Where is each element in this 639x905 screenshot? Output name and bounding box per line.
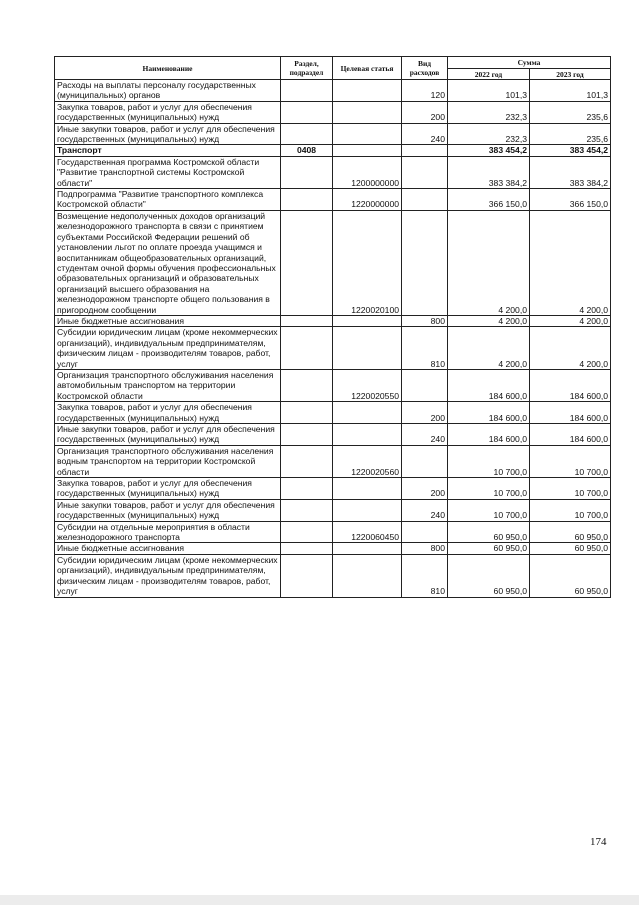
cell-name: Субсидии юридическим лицам (кроме некоммерческих организаций), индивидуальным предпринимателям, физическим лицам - производителям товаров, работ, услуг bbox=[55, 327, 281, 370]
cell-sum-2023: 383 454,2 bbox=[530, 145, 611, 156]
cell-section bbox=[281, 445, 333, 477]
cell-target: 1220020100 bbox=[333, 210, 402, 315]
cell-sum-2022: 10 700,0 bbox=[448, 499, 530, 521]
cell-expense-type bbox=[402, 445, 448, 477]
cell-target bbox=[333, 554, 402, 597]
cell-target: 1200000000 bbox=[333, 156, 402, 188]
header-expense-type: Вид расходов bbox=[402, 57, 448, 80]
cell-name: Иные бюджетные ассигнования bbox=[55, 543, 281, 554]
table-row bbox=[55, 521, 611, 543]
cell-expense-type bbox=[402, 210, 448, 315]
cell-section: 0408 bbox=[281, 145, 333, 156]
header-section: Раздел, подраздел bbox=[281, 57, 333, 80]
table-header bbox=[55, 57, 611, 80]
cell-expense-type: 800 bbox=[402, 315, 448, 326]
cell-target bbox=[333, 101, 402, 123]
cell-expense-type: 120 bbox=[402, 80, 448, 102]
table-row bbox=[55, 445, 611, 477]
cell-expense-type: 240 bbox=[402, 123, 448, 145]
table-row bbox=[55, 369, 611, 401]
cell-expense-type: 240 bbox=[402, 499, 448, 521]
cell-target bbox=[333, 123, 402, 145]
cell-section bbox=[281, 327, 333, 370]
cell-sum-2023: 60 950,0 bbox=[530, 521, 611, 543]
table-row bbox=[55, 156, 611, 188]
cell-name: Транспорт bbox=[55, 145, 281, 156]
table-row bbox=[55, 424, 611, 446]
cell-sum-2023: 4 200,0 bbox=[530, 327, 611, 370]
cell-sum-2022: 366 150,0 bbox=[448, 189, 530, 211]
cell-section bbox=[281, 101, 333, 123]
cell-section bbox=[281, 156, 333, 188]
cell-name: Иные закупки товаров, работ и услуг для обеспечения государственных (муниципальных) нужд bbox=[55, 123, 281, 145]
cell-name: Возмещение недополученных доходов организаций железнодорожного транспорта в связи с принятием субъектами Российской Федерации решений об установлении льгот по оплате проезда учащимся и воспитанникам общеобразовательных организаций, студентам очной формы обучения профессиональных образовательных организаций и образовательных организаций высшего образования на железнодорожном транспорте общего пользования в пригородном сообщении bbox=[55, 210, 281, 315]
table-row bbox=[55, 402, 611, 424]
table-body bbox=[55, 80, 611, 598]
cell-expense-type bbox=[402, 156, 448, 188]
cell-name: Иные бюджетные ассигнования bbox=[55, 315, 281, 326]
table-row bbox=[55, 543, 611, 554]
cell-target bbox=[333, 80, 402, 102]
cell-section bbox=[281, 543, 333, 554]
cell-target bbox=[333, 424, 402, 446]
cell-sum-2022: 232,3 bbox=[448, 123, 530, 145]
cell-expense-type bbox=[402, 145, 448, 156]
cell-sum-2022: 232,3 bbox=[448, 101, 530, 123]
cell-sum-2023: 366 150,0 bbox=[530, 189, 611, 211]
cell-name: Подпрограмма "Развитие транспортного комплекса Костромской области" bbox=[55, 189, 281, 211]
cell-name: Закупка товаров, работ и услуг для обеспечения государственных (муниципальных) нужд bbox=[55, 478, 281, 500]
cell-expense-type: 200 bbox=[402, 478, 448, 500]
cell-sum-2022: 60 950,0 bbox=[448, 521, 530, 543]
cell-target bbox=[333, 499, 402, 521]
cell-sum-2023: 10 700,0 bbox=[530, 499, 611, 521]
cell-target: 1220020550 bbox=[333, 369, 402, 401]
cell-sum-2023: 4 200,0 bbox=[530, 315, 611, 326]
cell-sum-2022: 383 384,2 bbox=[448, 156, 530, 188]
cell-sum-2022: 101,3 bbox=[448, 80, 530, 102]
cell-name: Расходы на выплаты персоналу государственных (муниципальных) органов bbox=[55, 80, 281, 102]
table-row bbox=[55, 315, 611, 326]
cell-expense-type: 810 bbox=[402, 554, 448, 597]
table-row bbox=[55, 210, 611, 315]
cell-sum-2022: 184 600,0 bbox=[448, 369, 530, 401]
cell-sum-2022: 10 700,0 bbox=[448, 478, 530, 500]
table-row bbox=[55, 123, 611, 145]
cell-section bbox=[281, 424, 333, 446]
cell-section bbox=[281, 499, 333, 521]
header-year-2023: 2023 год bbox=[530, 69, 611, 80]
cell-expense-type bbox=[402, 369, 448, 401]
header-year-2022: 2022 год bbox=[448, 69, 530, 80]
cell-target: 1220020560 bbox=[333, 445, 402, 477]
table-row bbox=[55, 101, 611, 123]
cell-sum-2022: 4 200,0 bbox=[448, 315, 530, 326]
cell-target bbox=[333, 478, 402, 500]
cell-name: Организация транспортного обслуживания населения автомобильным транспортом на территории Костромской области bbox=[55, 369, 281, 401]
budget-table bbox=[54, 56, 611, 598]
cell-expense-type bbox=[402, 189, 448, 211]
cell-sum-2023: 235,6 bbox=[530, 123, 611, 145]
cell-sum-2023: 60 950,0 bbox=[530, 554, 611, 597]
cell-name: Государственная программа Костромской области "Развитие транспортной системы Костромской области" bbox=[55, 156, 281, 188]
cell-name: Закупка товаров, работ и услуг для обеспечения государственных (муниципальных) нужд bbox=[55, 101, 281, 123]
cell-section bbox=[281, 315, 333, 326]
header-sum: Сумма bbox=[448, 57, 611, 69]
scan-footer-edge bbox=[0, 895, 639, 905]
cell-sum-2023: 184 600,0 bbox=[530, 369, 611, 401]
cell-name: Закупка товаров, работ и услуг для обеспечения государственных (муниципальных) нужд bbox=[55, 402, 281, 424]
cell-section bbox=[281, 123, 333, 145]
table-row bbox=[55, 478, 611, 500]
page-number: 174 bbox=[590, 836, 607, 848]
header-target: Целевая статья bbox=[333, 57, 402, 80]
cell-sum-2022: 383 454,2 bbox=[448, 145, 530, 156]
cell-sum-2022: 184 600,0 bbox=[448, 424, 530, 446]
cell-target bbox=[333, 315, 402, 326]
cell-expense-type: 240 bbox=[402, 424, 448, 446]
table-row bbox=[55, 145, 611, 156]
cell-target: 1220000000 bbox=[333, 189, 402, 211]
cell-sum-2022: 184 600,0 bbox=[448, 402, 530, 424]
cell-target: 1220060450 bbox=[333, 521, 402, 543]
cell-name: Субсидии юридическим лицам (кроме некоммерческих организаций), индивидуальным предпринимателям, физическим лицам - производителям товаров, работ, услуг bbox=[55, 554, 281, 597]
cell-section bbox=[281, 478, 333, 500]
cell-sum-2023: 184 600,0 bbox=[530, 424, 611, 446]
cell-section bbox=[281, 402, 333, 424]
cell-section bbox=[281, 189, 333, 211]
table-row bbox=[55, 499, 611, 521]
cell-sum-2023: 184 600,0 bbox=[530, 402, 611, 424]
cell-expense-type: 800 bbox=[402, 543, 448, 554]
cell-name: Организация транспортного обслуживания населения водным транспортом на территории Костромской области bbox=[55, 445, 281, 477]
cell-target bbox=[333, 543, 402, 554]
table-row bbox=[55, 554, 611, 597]
cell-target bbox=[333, 145, 402, 156]
cell-sum-2022: 60 950,0 bbox=[448, 554, 530, 597]
table-row bbox=[55, 327, 611, 370]
cell-expense-type: 200 bbox=[402, 402, 448, 424]
cell-section bbox=[281, 521, 333, 543]
table-row bbox=[55, 80, 611, 102]
cell-section bbox=[281, 554, 333, 597]
cell-sum-2022: 4 200,0 bbox=[448, 210, 530, 315]
cell-section bbox=[281, 210, 333, 315]
cell-target bbox=[333, 402, 402, 424]
cell-section bbox=[281, 80, 333, 102]
cell-name: Иные закупки товаров, работ и услуг для обеспечения государственных (муниципальных) нужд bbox=[55, 499, 281, 521]
cell-sum-2023: 101,3 bbox=[530, 80, 611, 102]
cell-sum-2022: 10 700,0 bbox=[448, 445, 530, 477]
cell-expense-type bbox=[402, 521, 448, 543]
cell-sum-2023: 60 950,0 bbox=[530, 543, 611, 554]
cell-sum-2023: 10 700,0 bbox=[530, 445, 611, 477]
cell-expense-type: 200 bbox=[402, 101, 448, 123]
cell-sum-2023: 10 700,0 bbox=[530, 478, 611, 500]
cell-section bbox=[281, 369, 333, 401]
cell-name: Субсидии на отдельные мероприятия в области железнодорожного транспорта bbox=[55, 521, 281, 543]
cell-sum-2022: 4 200,0 bbox=[448, 327, 530, 370]
cell-sum-2023: 383 384,2 bbox=[530, 156, 611, 188]
cell-expense-type: 810 bbox=[402, 327, 448, 370]
cell-sum-2023: 235,6 bbox=[530, 101, 611, 123]
cell-target bbox=[333, 327, 402, 370]
cell-name: Иные закупки товаров, работ и услуг для обеспечения государственных (муниципальных) нужд bbox=[55, 424, 281, 446]
cell-sum-2023: 4 200,0 bbox=[530, 210, 611, 315]
table-row bbox=[55, 189, 611, 211]
cell-sum-2022: 60 950,0 bbox=[448, 543, 530, 554]
header-name: Наименование bbox=[55, 57, 281, 80]
